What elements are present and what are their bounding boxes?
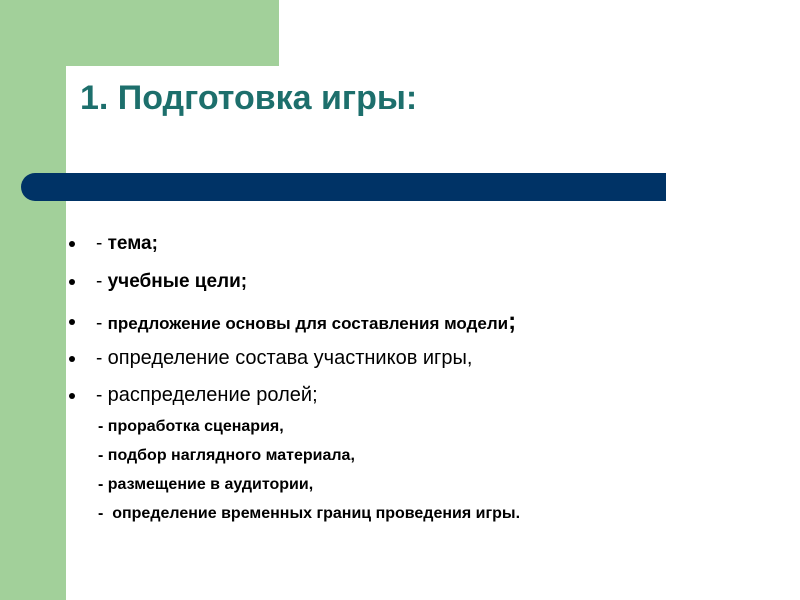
sub-item-placement: - размещение в аудитории, [98, 476, 314, 493]
bullet-semicolon: ; [508, 308, 517, 335]
sub-item-scenario: - проработка сценария, [98, 418, 284, 435]
title-underline-bar [21, 173, 666, 201]
bullet-dot-icon [69, 393, 75, 399]
bullet-text: тема; [107, 233, 158, 254]
bullet-dot-icon [69, 241, 75, 247]
bullet-text: распределение ролей; [107, 384, 318, 406]
bullet-item-goals [96, 271, 247, 293]
bullet-text: определение состава участников игры, [107, 347, 473, 369]
sub-item-materials: - подбор наглядного материала, [98, 447, 355, 464]
bullet-item-topic [96, 233, 158, 255]
bullet-item-participants [96, 347, 472, 370]
bullet-dot-icon [69, 356, 75, 362]
bullet-dash: - [96, 348, 108, 369]
sub-item-time-limits: - определение временных границ проведения игры. [98, 505, 521, 522]
decorative-green-strip [0, 0, 66, 600]
bullet-text: предложение основы для составления модели [107, 314, 509, 333]
bullet-item-roles [96, 384, 318, 407]
bullet-dot-icon [69, 319, 75, 325]
bullet-text: учебные цели; [107, 271, 248, 292]
decorative-green-block [0, 0, 279, 66]
bullet-dash: - [96, 385, 108, 406]
slide-title: 1. Подготовка игры: [80, 79, 418, 117]
bullet-dash: - [96, 271, 108, 292]
bullet-dash: - [96, 233, 108, 254]
bullet-dash: - [96, 313, 108, 334]
bullet-item-model-basis [96, 308, 516, 336]
bullet-dot-icon [69, 279, 75, 285]
